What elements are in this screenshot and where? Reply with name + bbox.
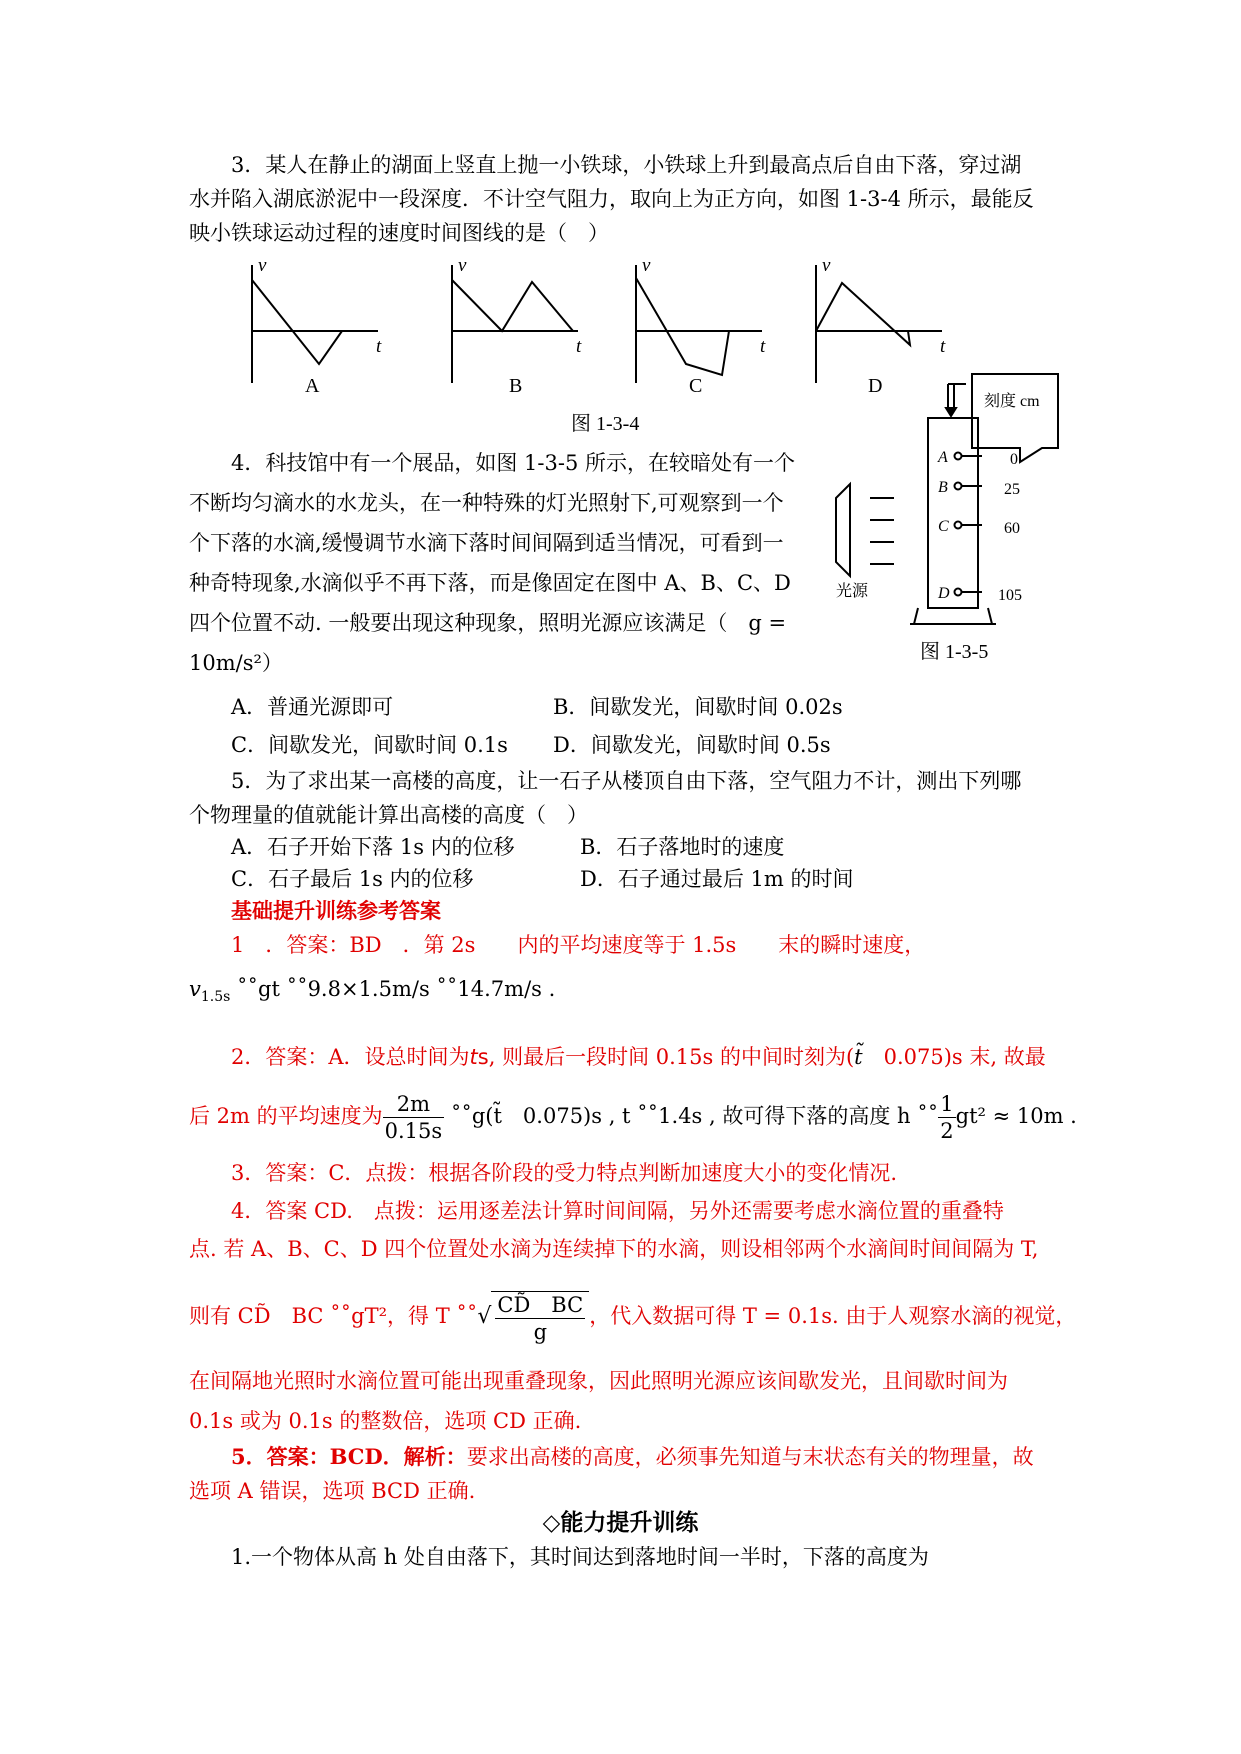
answer-4-sqrt — [491, 1291, 589, 1345]
scale-105: 105 — [998, 587, 1022, 604]
answer-2-half — [938, 1091, 955, 1144]
answer-1-rest: ˚˚gt ˚˚9.8×1.5m/s ˚˚14.7m/s . — [237, 977, 556, 1001]
q4-option-c: C．间歇发光，间歇时间 0.1s — [231, 733, 508, 757]
q3-line3: 映小铁球运动过程的速度时间图线的是（ ） — [189, 221, 609, 245]
answer-1-v: v — [189, 977, 201, 1001]
graph-c-label: C — [689, 375, 703, 397]
graph-b — [452, 265, 578, 383]
q4-line4: 种奇特现象,水滴似乎不再下落，而是像固定在图中 A、B、C、D — [189, 571, 791, 595]
q5-option-a: A．石子开始下落 1s 内的位移 — [231, 835, 515, 859]
graph-d-label: D — [868, 375, 883, 397]
answer-5-line2: 选项 A 错误，选项 BCD 正确. — [189, 1479, 476, 1503]
q5-line2: 个物理量的值就能计算出高楼的高度（ ） — [189, 803, 588, 827]
figure-1-3-5 — [820, 370, 1070, 670]
answer-2-line2 — [189, 1090, 1077, 1144]
answer-2-s: s — [477, 1045, 489, 1069]
graph-d-t-label: t — [940, 336, 946, 357]
graph-a — [252, 265, 378, 383]
graph-a-v-label: v — [258, 255, 267, 276]
point-b-label: B — [938, 479, 948, 496]
section-heading: ◇能力提升训练 — [542, 1510, 699, 1536]
answer-4-line3-pre: 则有 CD̃ BC ˚˚gT²，得 T ˚˚ — [189, 1304, 478, 1328]
answers-heading: 基础提升训练参考答案 — [231, 898, 441, 923]
answer-1-line1: 1 ．答案：BD ．第 2s 内的平均速度等于 1.5s 末的瞬时速度， — [231, 933, 926, 957]
graph-b-t-label: t — [576, 336, 582, 357]
scale-60: 60 — [1004, 520, 1020, 537]
answer-5-rest: 要求出高楼的高度，必须事先知道与末状态有关的物理量，故 — [466, 1445, 1034, 1469]
q4-option-b: B．间歇发光，间歇时间 0.02s — [553, 695, 843, 719]
graph-c-v-label: v — [642, 255, 651, 276]
graph-d — [816, 265, 942, 383]
answer-2-line2-pre: 后 2m 的平均速度为 — [189, 1104, 383, 1128]
graph-a-t-label: t — [376, 336, 382, 357]
scale-callout: 刻度 cm — [984, 393, 1040, 410]
scale-0: 0 — [1010, 451, 1018, 468]
graph-b-label: B — [509, 375, 523, 397]
answer-4-sqrt-frac — [495, 1292, 585, 1345]
answer-2-frac-num: 2m — [383, 1091, 445, 1118]
answer-1-formula — [189, 972, 1059, 1014]
scale-25: 25 — [1004, 481, 1020, 498]
answer-2-line2-mid: ˚˚g(t̃ 0.075)s , t ˚˚1.4s , 故可得下落的高度 h ˚˚ — [450, 1104, 939, 1128]
answer-2-frac-den: 0.15s — [384, 1119, 443, 1143]
answer-2-line1 — [231, 1040, 1101, 1074]
answer-2-fraction — [383, 1091, 445, 1144]
answer-4-line3-end: ，代入数据可得 T = 0.1s. 由于人观察水滴的视觉， — [589, 1304, 1077, 1328]
answer-3: 3．答案：C．点拨：根据各阶段的受力特点判断加速度大小的变化情况. — [231, 1161, 898, 1185]
answer-5-line1 — [231, 1440, 1101, 1474]
answer-2-half-num: 1 — [940, 1092, 954, 1116]
q4-option-d: D．间歇发光，间歇时间 0.5s — [553, 733, 831, 757]
answer-4-line2: 点. 若 A、B、C、D 四个位置处水滴为连续掉下的水滴，则设相邻两个水滴间时间间隔为 T, — [189, 1237, 1039, 1261]
q4-option-a: A．普通光源即可 — [231, 695, 394, 719]
answer-2-end: 0.075)s 末, 故最 — [862, 1045, 1046, 1069]
q5-line1: 5．为了求出某一高楼的高度，让一石子从楼顶自由下落，空气阻力不计，测出下列哪 — [231, 769, 1022, 793]
answer-2-line2-end: gt² ≈ 10m . — [955, 1104, 1077, 1128]
graph-b-v-label: v — [458, 255, 467, 276]
answer-2-mid: , 则最后一段时间 0.15s 的中间时刻为( — [488, 1045, 855, 1069]
graph-c — [636, 265, 762, 383]
answer-2-pre: 2．答案：A．设总时间为 — [231, 1045, 470, 1069]
answer-5-bold: 5．答案：BCD．解析： — [231, 1444, 467, 1469]
q3-line2: 水并陷入湖底淤泥中一段深度．不计空气阻力，取向上为正方向，如图 1-3-4 所示，最能反 — [189, 187, 1034, 211]
q4-line6: 10m/s²） — [189, 651, 283, 675]
figure-1-3-5-caption: 图 1-3-5 — [920, 641, 989, 663]
answer-4-line3: 则有 CD̃ BC ˚˚gT²，得 T ˚˚√ $\frac{CD̃ BC}{g}$ ，代入数据可得 T = 0.1s. 由于人观察水滴的视觉， — [189, 1292, 1077, 1344]
q4-line1: 4．科技馆中有一个展品，如图 1-3-5 所示，在较暗处有一个 — [231, 451, 795, 475]
q4-line5: 四个位置不动. 一般要出现这种现象，照明光源应该满足（ g = — [189, 611, 787, 635]
q5-option-c: C．石子最后 1s 内的位移 — [231, 867, 474, 891]
graph-a-label: A — [305, 375, 320, 397]
point-c-label: C — [938, 518, 949, 535]
q3-line1: 3．某人在静止的湖面上竖直上抛一小铁球，小铁球上升到最高点后自由下落，穿过湖 — [231, 153, 1022, 177]
point-a-label: A — [938, 449, 948, 466]
light-source-label: 光源 — [836, 583, 869, 600]
answer-2-t2: t̃ — [854, 1045, 863, 1069]
answer-2-t: t — [469, 1045, 478, 1069]
answer-4-sqrt-num: CD̃ BC — [497, 1292, 584, 1317]
graph-c-t-label: t — [760, 336, 766, 357]
q5-option-b: B．石子落地时的速度 — [580, 835, 785, 859]
q4-line2: 不断均匀滴水的水龙头，在一种特殊的灯光照射下,可观察到一个 — [189, 491, 784, 515]
answer-4-line1: 4．答案 CD. 点拨：运用逐差法计算时间间隔，另外还需要考虑水滴位置的重叠特 — [231, 1199, 1004, 1223]
graph-d-v-label: v — [822, 255, 831, 276]
point-d-label: D — [938, 585, 950, 602]
answer-4-line4: 在间隔地光照时水滴位置可能出现重叠现象，因此照明光源应该间歇发光，且间歇时间为 — [189, 1369, 1008, 1393]
q4-line3: 个下落的水滴,缓慢调节水滴下落时间间隔到适当情况，可看到一 — [189, 531, 784, 555]
answer-4-line5: 0.1s 或为 0.1s 的整数倍，选项 CD 正确. — [189, 1409, 582, 1433]
answer-2-half-den: 2 — [940, 1119, 954, 1143]
q5-option-d: D．石子通过最后 1m 的时间 — [580, 867, 854, 891]
answer-4-sqrt-den: g — [533, 1319, 548, 1344]
section2-q1: 1.一个物体从高 h 处自由落下，其时间达到落地时间一半时，下落的高度为 — [231, 1545, 929, 1569]
answer-1-sub: 1.5s — [200, 989, 231, 1006]
figure-1-3-4-caption: 图 1-3-4 — [571, 413, 640, 435]
